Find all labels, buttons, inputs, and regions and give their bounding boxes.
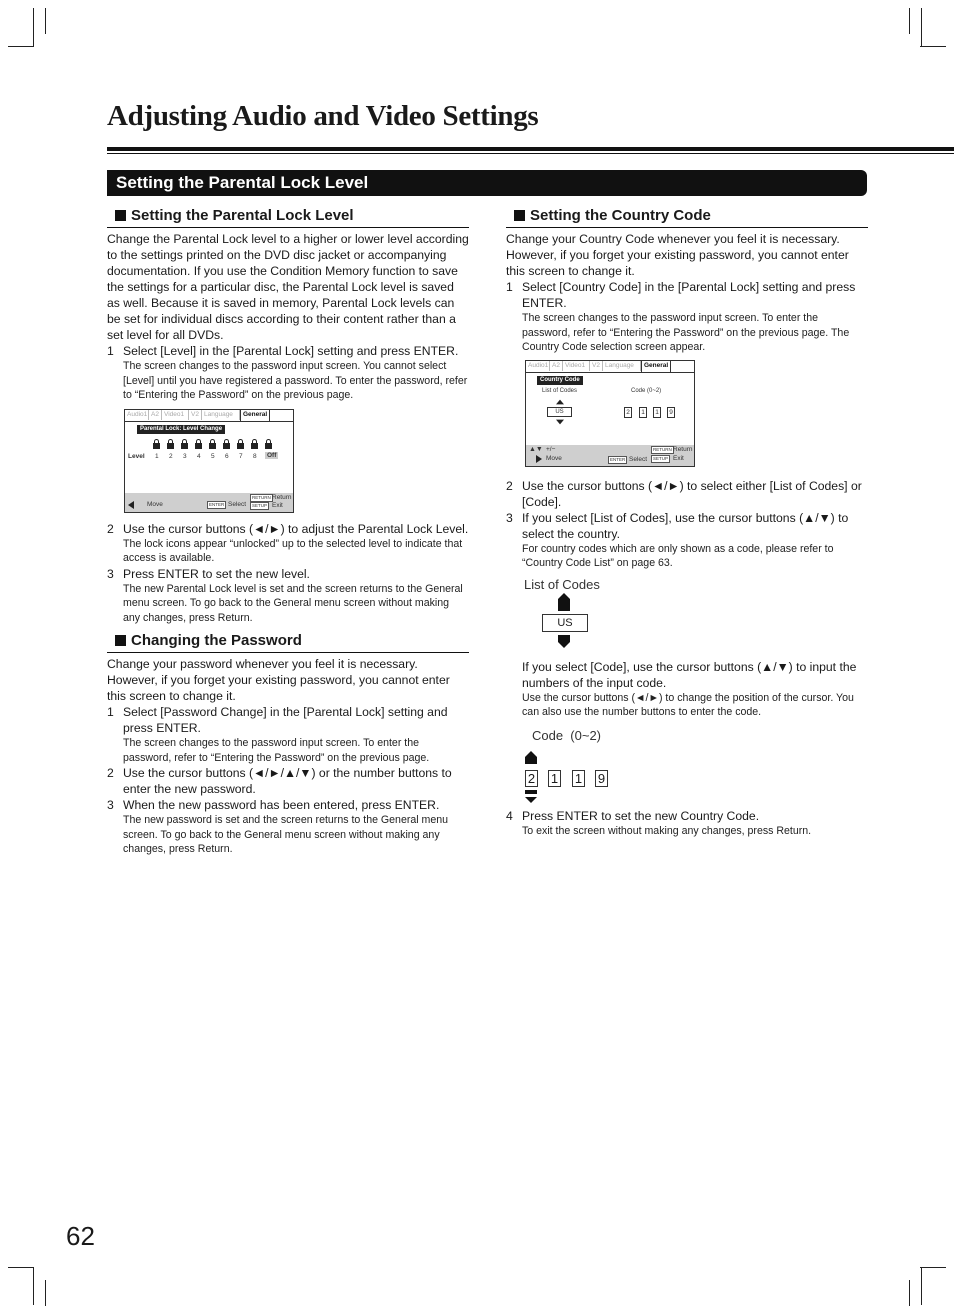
country-step-4 bbox=[506, 808, 868, 824]
crop-mark bbox=[909, 1280, 910, 1306]
tab-v2: V2 bbox=[189, 410, 202, 420]
level-1: 1 bbox=[155, 452, 159, 460]
tab-video1: Video1 bbox=[162, 410, 189, 420]
parental-heading-text: Setting the Parental Lock Level bbox=[131, 207, 354, 224]
down-arrow-icon bbox=[525, 790, 537, 794]
code-digit: 1 bbox=[653, 407, 661, 418]
left-column bbox=[107, 206, 469, 857]
step-number: 3 bbox=[506, 510, 513, 525]
enter-key: ENTER bbox=[209, 501, 225, 507]
parental-step-2-note: The lock icons appear “unlocked” up to the selected level to indicate that access is available. bbox=[123, 537, 463, 564]
lock-icon bbox=[195, 443, 202, 449]
square-bullet-icon bbox=[115, 210, 126, 221]
list-of-codes-label: List of Codes bbox=[524, 576, 600, 592]
up-arrow-icon bbox=[558, 599, 570, 611]
lock-icon bbox=[223, 443, 230, 449]
crop-mark bbox=[921, 8, 922, 46]
parental-step-2 bbox=[107, 521, 469, 537]
step-text: Select [Country Code] in the [Parental Lock] setting and press ENTER. bbox=[522, 280, 856, 310]
list-label: List of Codes bbox=[542, 387, 578, 394]
crop-mark bbox=[921, 1267, 922, 1305]
code-figure bbox=[506, 724, 868, 808]
setup-key: SETUP bbox=[653, 455, 669, 461]
parental-lock-screen bbox=[124, 409, 294, 513]
left-arrow-icon bbox=[128, 501, 134, 509]
return-key: RETURN bbox=[252, 494, 271, 500]
level-label: Level bbox=[128, 452, 145, 460]
country-step-1-note: The screen changes to the password input screen. To enter the password, refer to “Entering the Password” on the previous page. The Country Code selection screen appear. bbox=[522, 312, 850, 353]
screen-tabs bbox=[125, 410, 293, 422]
password-step-2 bbox=[107, 765, 469, 797]
return-label: Return bbox=[673, 445, 693, 453]
parental-intro: Change the Parental Lock level to a higher or lower level according to the settings printed on the DVD disc jacket or accompanying documentation. If you use the Condition Memory function to save the settings for a particular disc, the Parental Lock level is saved as well. Because it is saved in memory, Parental Lock levels can be set for individual discs according to their content rather than a set level for all DVDs. bbox=[107, 232, 469, 342]
code-label: Code (0~2) bbox=[631, 387, 662, 394]
crop-mark bbox=[920, 46, 946, 47]
crop-mark bbox=[33, 1267, 34, 1305]
country-step-1 bbox=[506, 279, 868, 311]
code-digit: 1 bbox=[548, 770, 561, 787]
code-digit: 2 bbox=[624, 407, 632, 418]
password-step-3-note: The new password is set and the screen returns to the General menu screen. To go back to the General menu screen without making any changes, press Return. bbox=[123, 814, 449, 855]
list-of-codes-value: US bbox=[542, 614, 588, 632]
crop-mark bbox=[920, 1267, 946, 1268]
lock-icon bbox=[251, 443, 258, 449]
step-text: Select [Level] in the [Parental Lock] setting and press ENTER. bbox=[123, 344, 459, 358]
step-number: 1 bbox=[107, 705, 114, 719]
title-rule-thin bbox=[107, 153, 954, 154]
down-arrow-icon bbox=[556, 419, 564, 424]
parental-step-3 bbox=[107, 566, 469, 582]
level-8: 8 bbox=[253, 452, 257, 460]
list-value: US bbox=[547, 407, 572, 417]
down-arrow-icon bbox=[558, 635, 570, 642]
password-step-1 bbox=[107, 704, 469, 736]
crop-mark bbox=[33, 8, 34, 46]
lock-icon bbox=[153, 443, 160, 449]
square-bullet-icon bbox=[514, 210, 525, 221]
list-of-codes-figure bbox=[506, 577, 868, 653]
password-intro: Change your password whenever you feel it is necessary. However, if you forget your existing password, you cannot enter this screen to change it. bbox=[107, 657, 450, 703]
tab-general: General bbox=[240, 409, 270, 421]
move-label: Move bbox=[546, 454, 562, 462]
step-number: 1 bbox=[107, 344, 114, 358]
code-digit: 2 bbox=[525, 770, 538, 787]
tab-video1: Video1 bbox=[563, 361, 590, 371]
crop-mark bbox=[45, 1280, 46, 1306]
level-5: 5 bbox=[211, 452, 215, 460]
move-label: Move bbox=[147, 500, 163, 508]
step-text: Use the cursor buttons (◄/►/▲/▼) or the number buttons to enter the new password. bbox=[123, 766, 452, 796]
country-step-3 bbox=[506, 510, 868, 542]
country-intro: Change your Country Code whenever you feel it is necessary. However, if you forget your existing password, you cannot enter this screen to change it. bbox=[506, 232, 849, 278]
country-step-2 bbox=[506, 478, 868, 510]
step-text: Press ENTER to set the new level. bbox=[123, 566, 310, 581]
code-para: If you select [Code], use the cursor buttons (▲/▼) to input the numbers of the input code. bbox=[522, 659, 857, 690]
step-text: Select [Password Change] in the [Parental Lock] setting and press ENTER. bbox=[123, 705, 448, 735]
exit-label: Exit bbox=[272, 501, 283, 509]
tab-general: General bbox=[641, 360, 671, 372]
country-step-3-note: For country codes which are only shown as a code, please refer to “Country Code List” on page 63. bbox=[522, 542, 834, 569]
lock-icon bbox=[265, 443, 272, 449]
step-number: 1 bbox=[506, 280, 513, 294]
step-text: When the new password has been entered, press ENTER. bbox=[123, 798, 440, 812]
step-text: If you select [List of Codes], use the cursor buttons (▲/▼) to select the country. bbox=[522, 510, 849, 541]
plusminus-label: +/− bbox=[546, 445, 556, 453]
tab-v2: V2 bbox=[590, 361, 603, 371]
step-text: Press ENTER to set the new Country Code. bbox=[522, 808, 760, 823]
section-banner: Setting the Parental Lock Level bbox=[107, 170, 867, 196]
country-screen-wrapper bbox=[506, 360, 868, 478]
code-digit: 9 bbox=[595, 770, 608, 787]
code-para-note: Use the cursor buttons (◄/►) to change the position of the cursor. You can also use the number buttons to enter the code. bbox=[522, 691, 854, 718]
tab-a2: A2 bbox=[149, 410, 162, 420]
level-3: 3 bbox=[183, 452, 187, 460]
right-arrow-icon bbox=[536, 455, 542, 463]
enter-key: ENTER bbox=[610, 456, 626, 462]
screen-label: Country Code bbox=[537, 376, 583, 385]
tab-audio1: Audio1 bbox=[127, 410, 148, 418]
step-number: 2 bbox=[107, 521, 114, 536]
exit-label: Exit bbox=[673, 454, 684, 462]
step-text: Use the cursor buttons (◄/►) to adjust the Parental Lock Level. bbox=[123, 521, 469, 536]
tab-a2: A2 bbox=[550, 361, 563, 371]
password-step-1-note: The screen changes to the password input screen. To enter the password, refer to “Entering the Password” on the previous page. bbox=[123, 737, 430, 764]
select-label: Select bbox=[228, 500, 247, 508]
parental-screen-wrapper bbox=[107, 409, 469, 521]
screen-label: Parental Lock: Level Change bbox=[137, 425, 225, 434]
right-column bbox=[506, 206, 868, 838]
step-number: 3 bbox=[107, 566, 114, 581]
level-2: 2 bbox=[169, 452, 173, 460]
step-number: 2 bbox=[107, 766, 114, 780]
step-text: Use the cursor buttons (◄/►) to select either [List of Codes] or [Code]. bbox=[522, 478, 862, 509]
lock-icon bbox=[237, 443, 244, 449]
parental-step-1 bbox=[107, 343, 469, 359]
level-7: 7 bbox=[239, 452, 243, 460]
screen-footer bbox=[526, 445, 694, 466]
crop-mark bbox=[8, 1267, 34, 1268]
return-label: Return bbox=[272, 493, 292, 501]
tab-audio1: Audio1 bbox=[528, 361, 549, 369]
level-4: 4 bbox=[197, 452, 201, 460]
up-arrow-icon bbox=[556, 399, 564, 404]
screen-footer bbox=[125, 493, 293, 512]
tab-language: Language bbox=[202, 410, 240, 420]
lock-icon bbox=[167, 443, 174, 449]
up-arrow-icon bbox=[525, 757, 537, 764]
code-digit: 9 bbox=[667, 407, 675, 418]
password-heading-text: Changing the Password bbox=[131, 632, 302, 649]
tab-language: Language bbox=[603, 361, 641, 371]
title-rule bbox=[107, 147, 954, 151]
crop-mark bbox=[909, 8, 910, 34]
country-code-screen bbox=[525, 360, 695, 467]
parental-heading bbox=[107, 206, 469, 228]
page-number: 62 bbox=[66, 1221, 95, 1251]
country-heading-text: Setting the Country Code bbox=[530, 207, 711, 224]
lock-icon bbox=[181, 443, 188, 449]
square-bullet-icon bbox=[115, 635, 126, 646]
password-step-3 bbox=[107, 797, 469, 813]
lock-icon bbox=[209, 443, 216, 449]
crop-mark bbox=[45, 8, 46, 34]
code-digit: 1 bbox=[572, 770, 585, 787]
level-6: 6 bbox=[225, 452, 229, 460]
crop-mark bbox=[8, 46, 34, 47]
select-label: Select bbox=[629, 455, 648, 463]
page-title: Adjusting Audio and Video Settings bbox=[107, 100, 539, 132]
step-number: 4 bbox=[506, 808, 513, 823]
code-digit: 1 bbox=[639, 407, 647, 418]
level-off: Off bbox=[267, 451, 277, 459]
parental-step-1-note: The screen changes to the password input screen. You cannot select [Level] until you have registered a password. To enter the password, refer to “Entering the Password” on the previous page. bbox=[123, 360, 468, 401]
screen-tabs bbox=[526, 361, 694, 373]
country-step-4-note: To exit the screen without making any changes, press Return. bbox=[522, 824, 812, 837]
step-number: 3 bbox=[107, 798, 114, 812]
code-label: Code (0~2) bbox=[532, 727, 602, 743]
parental-step-3-note: The new Parental Lock level is set and the screen returns to the General menu screen. To go back to the General menu screen without making any changes, press Return. bbox=[123, 582, 463, 624]
up-down-arrow-icon: ▲▼ bbox=[529, 445, 543, 453]
return-key: RETURN bbox=[653, 446, 672, 452]
country-heading bbox=[506, 206, 868, 228]
setup-key: SETUP bbox=[252, 502, 268, 508]
password-heading bbox=[107, 631, 469, 653]
step-number: 2 bbox=[506, 478, 513, 493]
